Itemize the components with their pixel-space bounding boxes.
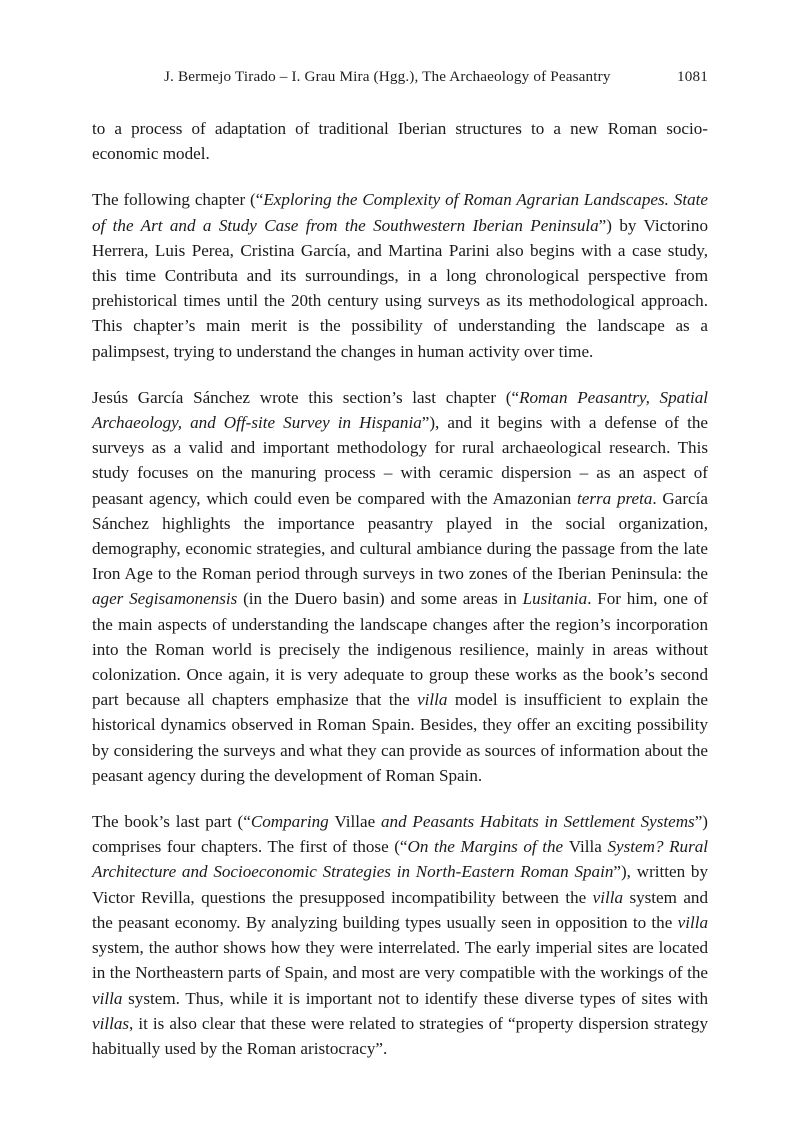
italic-run: terra preta xyxy=(577,488,653,508)
italic-run: villa xyxy=(592,887,624,907)
text-run: to a process of adaptation of traditional Iberian structures to a new Roman socio-economic model. xyxy=(92,119,708,164)
text-run: system, the author shows how they were interrelated. The early imperial sites are located in the Northeastern parts of Spain, and most are very compatible with the workings of the xyxy=(92,938,708,983)
running-header-title: J. Bermejo Tirado – I. Grau Mira (Hgg.), The Archaeology of Peasantry xyxy=(164,68,611,85)
text-run: , it is also clear that these were related to strategies of “property dispersion strategy habitually used by the Roman aristocracy”. xyxy=(92,1013,708,1058)
italic-run: Lusitania xyxy=(522,589,588,609)
text-run: ”), written by Victor Revilla, questions the presupposed incompatibility between the xyxy=(92,862,708,907)
text-run: The following chapter (“ xyxy=(92,190,264,210)
italic-run: villa xyxy=(92,988,123,1008)
text-run: . García Sánchez highlights the importance peasantry played in the social organization, demography, economic strategies, and cultural ambiance during the passage from the late Iron Age to the Roman period through surveys in two zones of the Iberian Peninsula: the xyxy=(92,488,708,584)
text-run: Villa xyxy=(568,837,602,857)
italic-run: Exploring the Complexity of Roman Agrarian Landscapes. State of the Art and a Study Case from the Southwestern Iberian Peninsula xyxy=(92,190,708,235)
text-run: Jesús García Sánchez wrote this section’s last chapter (“ xyxy=(92,387,520,407)
text-run: ”), and it begins with a defense of the surveys as a valid and important methodology for rural archaeological research. This study focuses on the manuring process – with ceramic dispersion – as an aspect of peasant agency, which could even be compared with the Amazonian xyxy=(92,413,708,508)
italic-run: villas xyxy=(92,1013,130,1033)
body-paragraph xyxy=(92,385,708,788)
italic-run: and Peasants Habitats in Settlement Systems xyxy=(375,812,695,832)
running-header xyxy=(92,68,708,86)
text-run: ”) comprises four chapters. The first of those (“ xyxy=(92,812,708,857)
text-run: The book’s last part (“ xyxy=(92,812,251,832)
italic-run: Roman Peasantry, Spatial Archaeology, and Off-site Survey in Hispania xyxy=(92,387,708,433)
body-paragraph xyxy=(92,809,708,1061)
page-number: 1081 xyxy=(677,68,708,85)
italic-run: Comparing xyxy=(250,812,335,832)
text-run: system. Thus, while it is important not to identify these diverse types of sites with xyxy=(122,988,708,1008)
body-paragraph xyxy=(92,187,708,363)
italic-run: System? Rural Architecture and Socioeconomic Strategies in North-Eastern Roman Spain xyxy=(92,837,709,882)
italic-run: On the Margins of the xyxy=(407,837,569,857)
body-paragraph xyxy=(92,116,708,166)
body-text-block xyxy=(92,116,708,1061)
text-run: (in the Duero basin) and some areas in xyxy=(237,589,523,609)
italic-run: ager Segisamonensis xyxy=(92,589,238,609)
text-run: ”) by Victorino Herrera, Luis Perea, Cristina García, and Martina Parini also begins with a case study, this time Contributa and its surroundings, in a long chronological perspective from prehistorical times until the 20th century using surveys as its methodological approach. This chapter’s main merit is the possibility of understanding the landscape as a palimpsest, trying to understand the changes in human activity over time. xyxy=(92,215,708,361)
italic-run: villa xyxy=(417,690,448,710)
text-run: Villae xyxy=(334,812,376,832)
text-run: system and the peasant economy. By analyzing building types usually seen in opposition to the xyxy=(92,887,709,932)
italic-run: villa xyxy=(677,912,708,932)
text-run: model is insufficient to explain the historical dynamics observed in Roman Spain. Besides, they offer an exciting possibility by considering the surveys and what they can provide as sources of information about the peasant agency during the development of Roman Spain. xyxy=(92,690,708,785)
text-run: . For him, one of the main aspects of understanding the landscape changes after the region’s incorporation into the Roman world is precisely the indigenous resilience, mainly in areas without colonization. Once again, it is very adequate to group these works as the book’s second part because all chapters emphasize that the xyxy=(92,589,708,710)
